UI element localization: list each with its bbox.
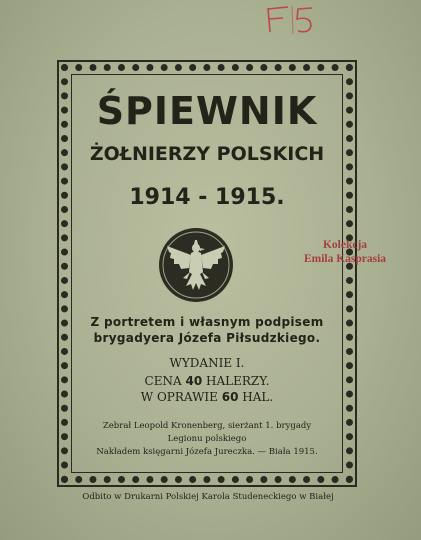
printer-footer: Odbito w Drukarni Polskiej Karola Studeneckiego w Białej [82,492,334,502]
stamp-line-2: Emila Kasprasia [303,253,387,265]
price-value: 40 [185,374,203,388]
polish-eagle-emblem-icon [157,226,235,304]
credits [71,420,343,459]
portrait-note [71,314,343,346]
edition-label: WYDANIE I. [169,356,245,370]
bound-price-unit: HAL. [242,390,274,404]
credit-line-2: Legionu polskiego [167,434,247,444]
price-line-1 [71,373,343,389]
price-label: CENA [144,374,182,388]
book-title: ŚPIEWNIK [96,89,318,133]
bound-price-label: W OPRAWIE [140,390,218,404]
handwritten-mark-icon [262,4,332,36]
collection-stamp [282,238,408,266]
price-unit: HALERZY. [206,374,270,388]
price-line-2 [71,389,343,405]
stamp-line-1: Kolekcja [322,239,368,251]
book-years: 1914 - 1915. [129,185,285,210]
credit-line-3: Nakładem księgarni Józefa Jureczka. — Biała 1915. [96,447,318,457]
portrait-line-2: brygadyera Józefa Piłsudzkiego. [93,331,321,345]
portrait-line-1: Z portretem i własnym podpisem [90,315,324,329]
credit-line-1: Zebrał Leopold Kronenberg, sierżant 1. brygady [102,421,312,431]
price-info [71,373,343,405]
bound-price-value: 60 [221,390,239,404]
book-subtitle: ŻOŁNIERZY POLSKICH [89,143,325,165]
